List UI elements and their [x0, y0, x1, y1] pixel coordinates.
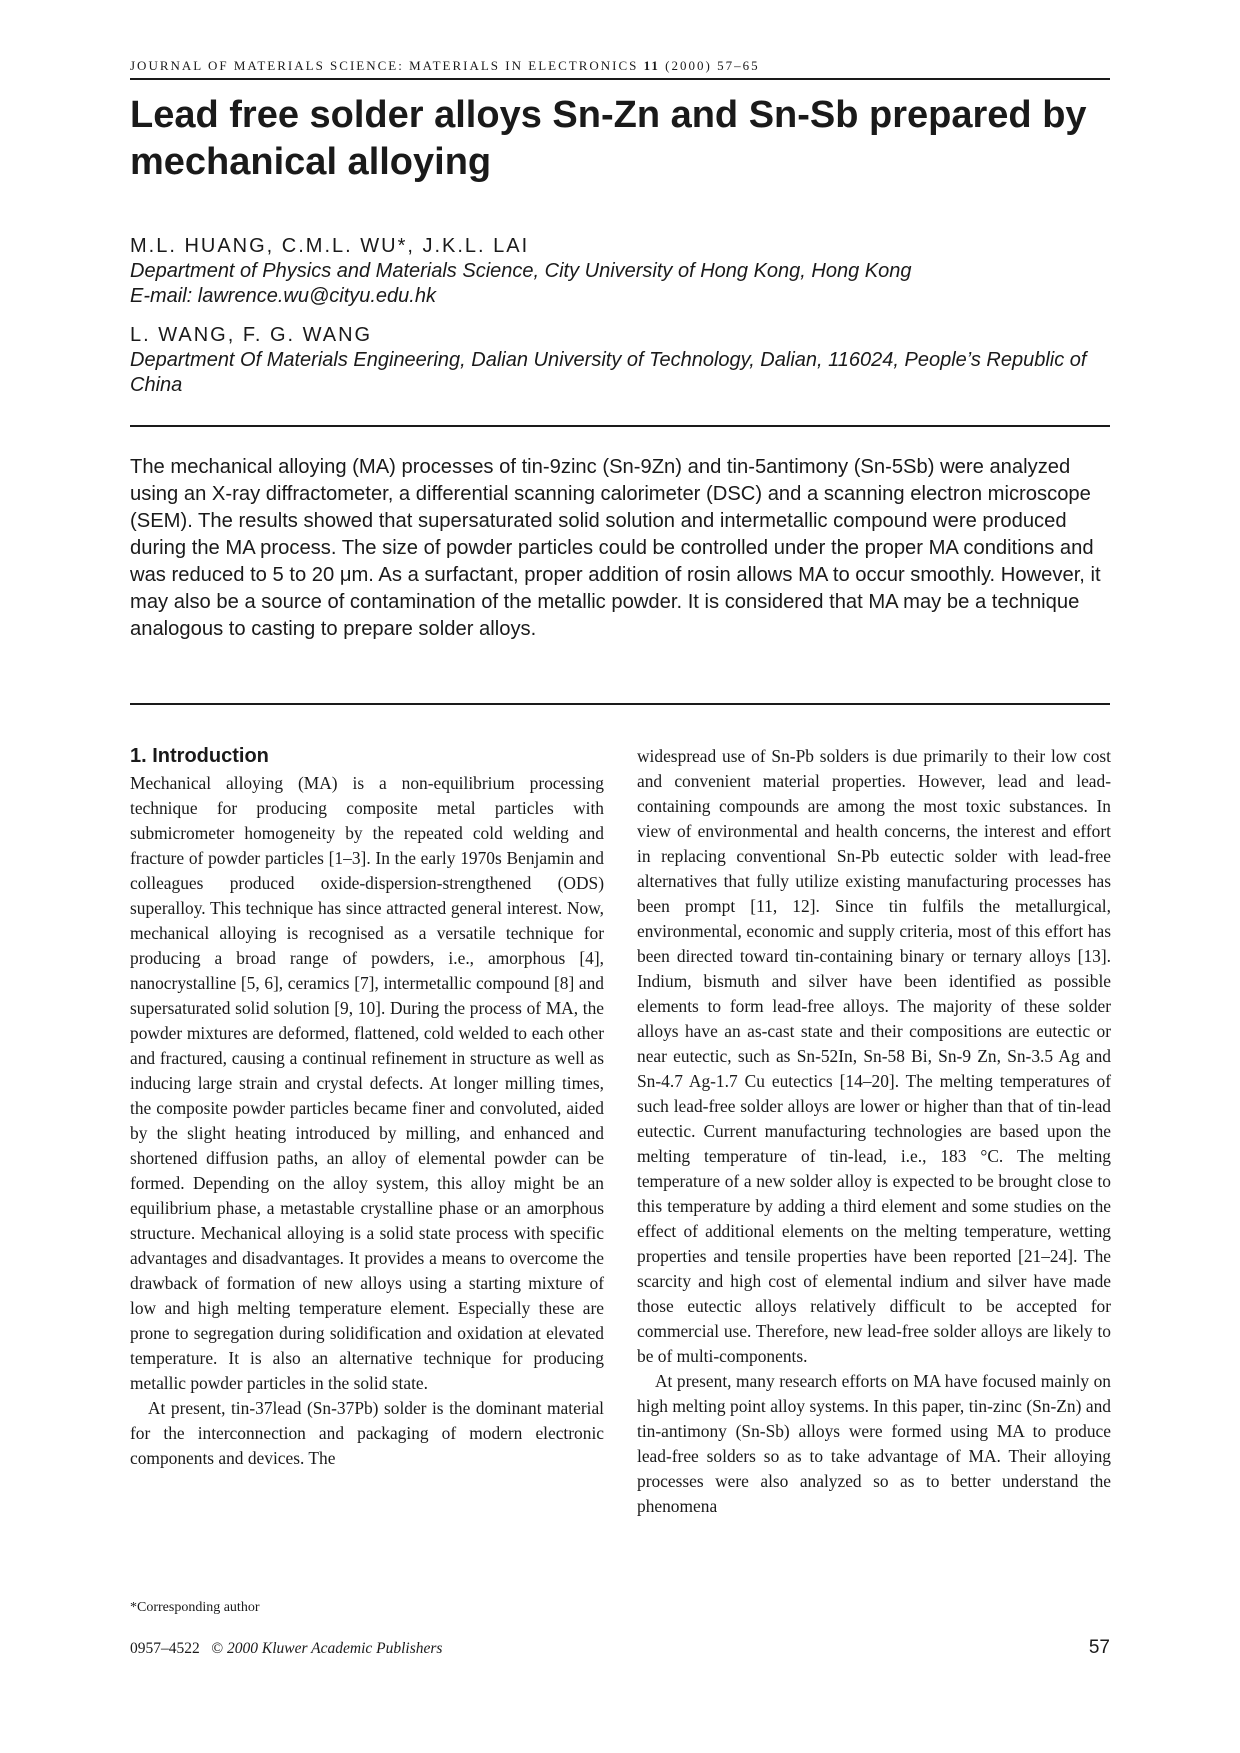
- author-email: E-mail: lawrence.wu@cityu.edu.hk: [130, 285, 436, 307]
- page-number: 57: [1088, 1637, 1110, 1658]
- running-head: [130, 58, 1110, 74]
- abstract-bottom-rule: [130, 703, 1110, 705]
- abstract: The mechanical alloying (MA) processes of tin-9zinc (Sn-9Zn) and tin-5antimony (Sn-5Sb) were analyzed using an X-ray diffractometer, a differential scanning calorimeter (DSC) and a scanning electron microscope (SEM). The results showed that supersaturated solid solution and intermetallic compound were produced during the MA process. The size of powder particles could be controlled under the proper MA conditions and was reduced to 5 to 20 μm. As a surfactant, proper addition of rosin allows MA to occur smoothly. However, it may also be a source of contamination of the metallic powder. It is considered that MA may be a technique analogous to casting to prepare solder alloys.: [130, 456, 1101, 640]
- author-group-2: [130, 322, 1120, 398]
- copyright-icon: ©: [211, 1640, 224, 1657]
- paper-title: Lead free solder alloys Sn-Zn and Sn-Sb prepared by mechanical alloying: [130, 94, 1087, 183]
- journal-name: JOURNAL OF MATERIALS SCIENCE: MATERIALS IN ELECTRONICS: [130, 58, 639, 73]
- corresponding-author-footnote: *Corresponding author: [130, 1600, 260, 1615]
- header-rule: [130, 78, 1110, 80]
- body-paragraph: widespread use of Sn-Pb solders is due primarily to their low cost and convenient material properties. However, lead and lead-containing compounds are among the most toxic substances. In view of environmental and health concerns, the interest and effort in replacing conventional Sn-Pb eutectic solder with lead-free alternatives that fully utilize existing manufacturing processes has been prompt [11, 12]. Since tin fulfils the metallurgical, environmental, economic and supply criteria, most of this effort has been directed toward tin-containing binary or ternary alloys [13]. Indium, bismuth and silver have been identified as possible elements to form lead-free alloys. The majority of these solder alloys have an as-cast state and their compositions are eutectic or near eutectic, such as Sn-52In, Sn-58 Bi, Sn-9 Zn, Sn-3.5 Ag and Sn-4.7 Ag-1.7 Cu eutectics [14–20]. The melting temperatures of such lead-free solder alloys are lower or higher than that of tin-lead eutectic. Current manufacturing technologies are based upon the melting temperature of tin-lead, i.e., 183 °C. The melting temperature of a new solder alloy is expected to be brought close to this temperature by adding a third element and some studies on the effect of additional elements on the melting temperature, wetting properties and tensile properties have been reported [21–24]. The scarcity and high cost of elemental indium and silver have made those eutectic alloys relatively difficult to be accepted for commercial use. Therefore, new lead-free solder alloys are likely to be of multi-components.: [637, 746, 1111, 1366]
- issn: 0957–4522: [130, 1640, 200, 1657]
- author-names: M.L. HUANG, C.M.L. WU*, J.K.L. LAI: [130, 235, 530, 257]
- author-names: L. WANG, F. G. WANG: [130, 324, 373, 346]
- author-affiliation: Department of Physics and Materials Science, City University of Hong Kong, Hong Kong: [130, 260, 912, 282]
- abstract-top-rule: [130, 425, 1110, 427]
- section-heading: 1. Introduction: [130, 745, 269, 767]
- journal-volume: 11: [643, 58, 660, 73]
- author-group-1: [130, 233, 1120, 309]
- author-affiliation: Department Of Materials Engineering, Dalian University of Technology, Dalian, 116024, People’s Republic of China: [130, 349, 1087, 396]
- left-column: [130, 744, 604, 1471]
- footer-imprint: [130, 1640, 442, 1658]
- journal-year-pages: (2000) 57–65: [665, 58, 760, 73]
- body-paragraph: At present, many research efforts on MA have focused mainly on high melting point alloy systems. In this paper, tin-zinc (Sn-Zn) and tin-antimony (Sn-Sb) alloys were formed using MA to produce lead-free solders so as to take advantage of MA. Their alloying processes were also analyzed so as to better understand the phenomena: [637, 1371, 1111, 1516]
- publisher: 2000 Kluwer Academic Publishers: [227, 1640, 443, 1657]
- body-paragraph: At present, tin-37lead (Sn-37Pb) solder is the dominant material for the interconnection and packaging of modern electronic components and devices. The: [130, 1398, 604, 1468]
- right-column: [637, 744, 1111, 1519]
- body-paragraph: Mechanical alloying (MA) is a non-equilibrium processing technique for producing composite metal particles with submicrometer homogeneity by the repeated cold welding and fracture of powder particles [1–3]. In the early 1970s Benjamin and colleagues produced oxide-dispersion-strengthened (ODS) superalloy. This technique has since attracted general interest. Now, mechanical alloying is recognised as a versatile technique for producing a broad range of powders, i.e., amorphous [4], nanocrystalline [5, 6], ceramics [7], intermetallic compound [8] and supersaturated solid solution [9, 10]. During the process of MA, the powder mixtures are deformed, flattened, cold welded to each other and fractured, causing a continual refinement in structure as well as inducing large strain and crystal defects. At longer milling times, the composite powder particles became finer and convoluted, aided by the slight heating introduced by milling, and enhanced and shortened diffusion paths, an alloy of elemental powder can be formed. Depending on the alloy system, this alloy might be an equilibrium phase, a metastable crystalline phase or an amorphous structure. Mechanical alloying is a solid state process with specific advantages and disadvantages. It provides a means to overcome the drawback of formation of new alloys using a starting mixture of low and high melting temperature element. Especially these are prone to segregation during solidification and oxidation at elevated temperature. It is also an alternative technique for producing metallic powder particles in the solid state.: [130, 773, 604, 1393]
